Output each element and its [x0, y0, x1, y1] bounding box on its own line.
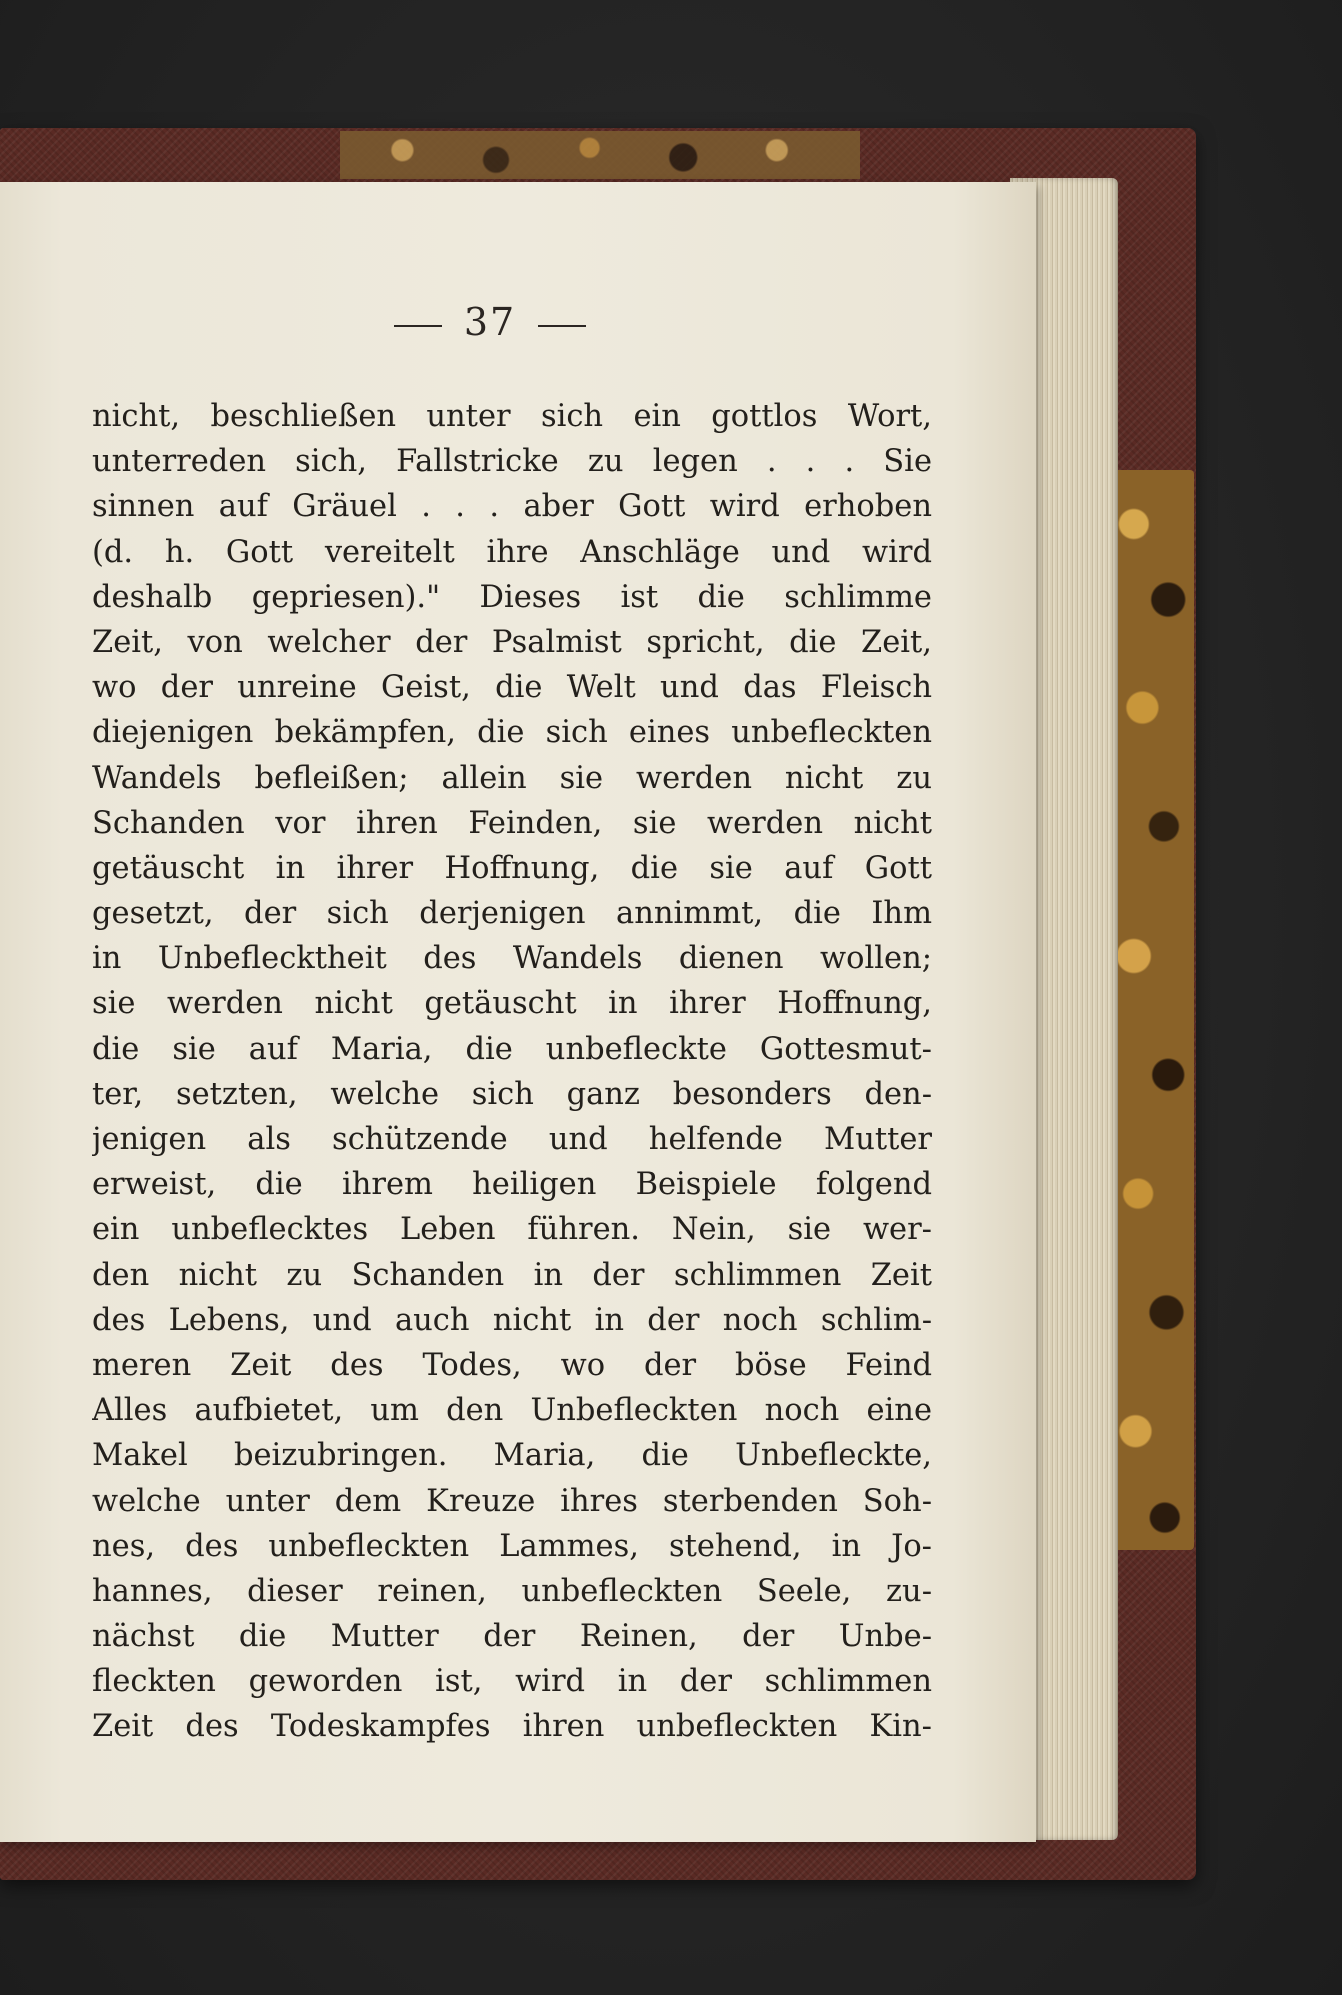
text-line: erweist, die ihrem heiligen Beispiele folgend — [92, 1167, 932, 1203]
text-line: meren Zeit des Todes, wo der böse Feind — [92, 1347, 932, 1383]
text-line: des Lebens, und auch nicht in der noch schlim- — [92, 1302, 932, 1338]
text-line: gesetzt, der sich derjenigen annimmt, die Ihm — [92, 896, 932, 932]
text-line: sie werden nicht getäuscht in ihrer Hoffnung, — [92, 986, 932, 1022]
text-line: nicht, beschließen unter sich ein gottlos Wort, — [92, 399, 932, 434]
text-line: sinnen auf Gräuel . . . aber Gott wird erhoben — [92, 489, 932, 525]
page-header — [0, 300, 980, 344]
text-line: Wandels befleißen; allein sie werden nicht zu — [92, 760, 932, 796]
text-line: Zeit, von welcher der Psalmist spricht, die Zeit, — [92, 624, 932, 660]
text-line: die sie auf Maria, die unbefleckte Gottesmut- — [92, 1031, 932, 1067]
text-line: den nicht zu Schanden in der schlimmen Zeit — [92, 1257, 932, 1293]
right-dash — [538, 325, 586, 327]
text-line: Alles aufbietet, um den Unbefleckten noch eine — [92, 1393, 932, 1429]
text-line: Schanden vor ihren Feinden, sie werden nicht — [92, 805, 932, 841]
text-line: getäuscht in ihrer Hoffnung, die sie auf Gott — [92, 850, 932, 886]
page-text — [92, 394, 932, 1750]
text-line: ter, setzten, welche sich ganz besonders den- — [92, 1076, 932, 1112]
text-line: (d. h. Gott vereitelt ihre Anschläge und wird — [92, 534, 932, 570]
text-line: nächst die Mutter der Reinen, der Unbe- — [92, 1619, 932, 1655]
text-line: wo der unreine Geist, die Welt und das Fleisch — [92, 670, 932, 706]
text-line: deshalb gepriesen)." Dieses ist die schlimme — [92, 579, 932, 615]
text-line: nes, des unbefleckten Lammes, stehend, in Jo- — [92, 1528, 932, 1564]
text-line: fleckten geworden ist, wird in der schlimmen — [92, 1664, 932, 1700]
text-line: diejenigen bekämpfen, die sich eines unbefleckten — [92, 715, 932, 751]
text-line: unterreden sich, Fallstricke zu legen . . . Sie — [92, 444, 932, 480]
left-dash — [394, 325, 442, 327]
marbled-cover-side — [1108, 470, 1194, 1550]
text-line: Zeit des Todeskampfes ihren unbefleckten Kin- — [92, 1709, 932, 1745]
page-number: 37 — [463, 300, 517, 344]
text-line: in Unbeflecktheit des Wandels dienen wollen; — [92, 941, 932, 977]
text-line: hannes, dieser reinen, unbefleckten Seele, zu- — [92, 1573, 932, 1609]
marbled-cover-strip — [340, 131, 860, 179]
text-line: welche unter dem Kreuze ihres sterbenden Soh- — [92, 1483, 932, 1519]
text-line: Makel beizubringen. Maria, die Unbefleckte, — [92, 1438, 932, 1474]
text-line: ein unbeflecktes Leben führen. Nein, sie wer- — [92, 1212, 932, 1248]
text-line: jenigen als schützende und helfende Mutter — [92, 1122, 932, 1157]
